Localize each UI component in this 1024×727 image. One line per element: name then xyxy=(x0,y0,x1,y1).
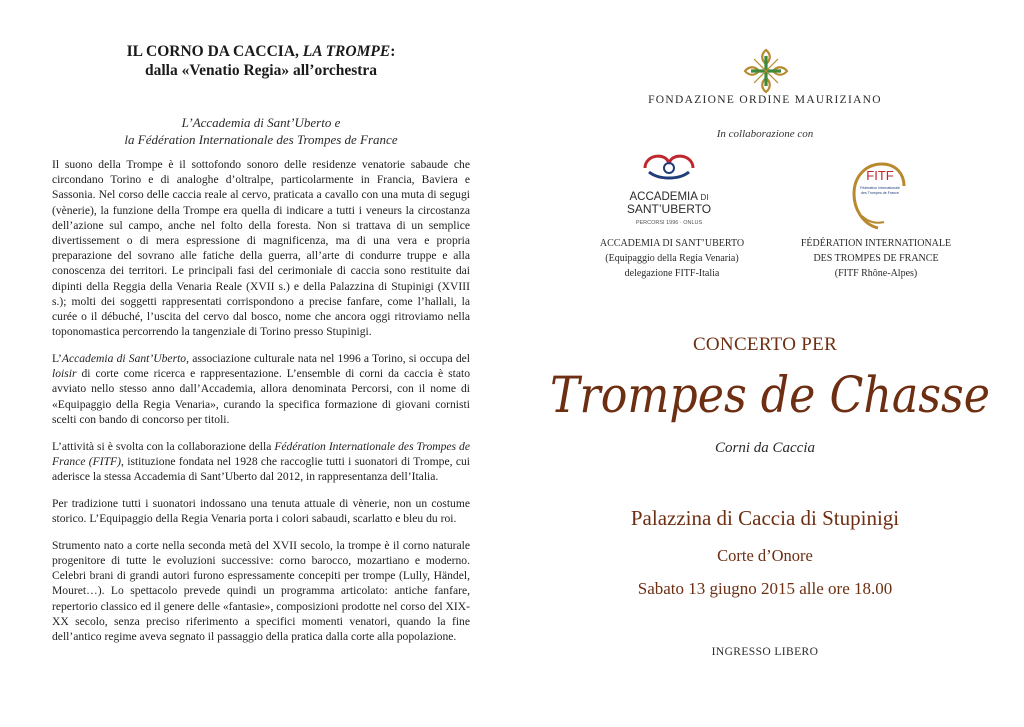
event-date: Sabato 13 giugno 2015 alle ore 18.00 xyxy=(637,579,893,598)
org-accademia xyxy=(582,236,762,281)
concert-heading: CONCERTO PER xyxy=(692,334,838,355)
fitf-logo-text: FITF xyxy=(866,168,894,183)
p2-text: di corte come ricerca e rappresentazione. L’ensemble di corni da caccia è stato avviato nello stesso anno dall’Accademia, allora denominata Percorsi, con il nome di «Equipaggio della Regia Venaria», curando la specifica formazione di giovani cornisti scelti con bando di concorso per titoli. xyxy=(52,367,470,426)
org-fitf xyxy=(776,236,976,281)
venue-name: Palazzina di Caccia di Stupinigi xyxy=(630,506,900,530)
title-italic-part: LA TROMPE xyxy=(302,43,391,60)
title-part: IL CORNO DA CACCIA, xyxy=(126,43,303,60)
p3-text: , istituzione fondata nel 1928 che raccoglie tutti i suonatori di Trompe, cui aderisce la stessa Accademia di Sant’Uberto dal 2012, in rappresentanza dell’Italia. xyxy=(52,454,470,484)
subtitle-line-1: L’Accademia di Sant’Uberto e xyxy=(181,115,341,130)
p2-emphasis: Accademia di Sant’Uberto xyxy=(61,352,187,366)
org1-line-3: delegazione FITF-Italia xyxy=(624,268,720,279)
org2-line-3: (FITF Rhône-Alpes) xyxy=(834,268,918,279)
subtitle-line-2: la Fédération Internationale des Trompes de France xyxy=(124,132,398,147)
paragraph-2 xyxy=(52,351,470,427)
left-panel xyxy=(52,42,470,656)
p3-text: L’attività si è svolta con la collaborazione della xyxy=(52,439,275,453)
paragraph-5: Strumento nato a corte nella seconda metà del XVII secolo, la trompe è il corno naturale progenitore di tutte le evoluzioni successive: corno barocco, mozartiano e moderno. Celebri brani di grandi autori furono espressamente concepiti per trompe (Lully, Händel, Mouret…). Lo spettacolo prevede quindi un programma articolato: antiche fanfare, repertorio classico ed il genere delle «fantasie», composizioni prodotte nel corso del XIX-XX secolo, senza preciso riferimento a specifici momenti venatori, quando la fine dell’antico regime aveva segnato il passaggio della pratica dalla corte alla popolazione. xyxy=(52,538,470,644)
title-line-2: dalla «Venatio Regia» all’orchestra xyxy=(144,62,378,79)
title-colon: : xyxy=(390,43,396,60)
foundation-name: FONDAZIONE ORDINE MAURIZIANO xyxy=(648,94,882,106)
paragraph-1: Il suono della Trompe è il sottofondo sonoro delle residenze venatorie sabaude che circondano Torino e di analoghe d’oltralpe, particolarmente in Francia, Baviera e Sassonia. Nel corso delle caccia reale al cervo, praticata a cavallo con una muta di segugi (vènerie), la funzione della Trompe era quella di indicare a tutti i veneurs la circostanza dell’azione sul campo, anche nel folto della foresta. Non si trattava di un semplice divertissement o di mera espressione di magnificenza, ma di una vera e propria preparazione del sovrano alle fatiche della guerra, all’arte di condurre truppe e alla conoscenza dei territori. Le principali fasi del cerimoniale di caccia sono restituite dai dipinti della Reggia della Venaria Reale (XVII s.) e della Palazzina di Stupinigi (XVIII s.); molti dei soggetti rappresentati corrispondono a precise fanfare, come l’hallali, la curée o il débuché, l’uscita del cervo dal bosco, nome che ancora oggi ritroviamo nella toponomastica percorrendo la tangenziale di Torino presso Stupinigi. xyxy=(52,158,470,339)
script-title xyxy=(540,358,1000,430)
mauritian-cross-logo-icon xyxy=(741,46,791,96)
asu-logo-line-3: PERCORSI 1996 · ONLUS xyxy=(635,220,703,226)
fitf-logo-small-1: Fédération Internationale xyxy=(860,186,900,190)
subtitle-corni: Corni da Caccia xyxy=(715,440,815,456)
p2-emphasis: loisir xyxy=(52,367,77,381)
org1-line-1: ACCADEMIA DI SANT’UBERTO xyxy=(599,238,745,249)
fitf-logo-icon xyxy=(848,158,908,230)
org2-line-1: FÉDÉRATION INTERNATIONALE xyxy=(800,238,952,249)
article-subtitle xyxy=(52,114,470,148)
script-title-text: Trompes de Chasse xyxy=(550,366,990,424)
asu-logo-line-1: ACCADEMIA DI xyxy=(629,191,709,203)
article-body xyxy=(52,157,470,644)
collaboration-label: In collaborazione con xyxy=(716,128,814,140)
org1-line-2: (Equipaggio della Regia Venaria) xyxy=(605,253,739,264)
org2-line-2: DES TROMPES DE FRANCE xyxy=(813,253,939,264)
accademia-sant-uberto-logo-icon xyxy=(615,150,723,230)
article-title xyxy=(52,42,470,80)
venue-court: Corte d’Onore xyxy=(717,546,813,565)
free-entry-label: INGRESSO LIBERO xyxy=(711,646,819,658)
fitf-logo-small-2: des Trompes de France xyxy=(861,191,899,195)
p3-emphasis: Fédération Internationale des Trompes de France (FITF) xyxy=(52,439,470,468)
asu-logo-line-2: SANT’UBERTO xyxy=(626,202,712,216)
paragraph-3 xyxy=(52,439,470,485)
p2-text: L’ xyxy=(52,352,62,366)
p2-text: , associazione culturale nata nel 1996 a Torino, si occupa del xyxy=(186,352,470,366)
paragraph-4: Per tradizione tutti i suonatori indossano una tenuta attuale di vènerie, non un costume storico. L’Equipaggio della Regia Venaria porta i colori sabaudi, scarlatto e bleu du roi. xyxy=(52,496,470,526)
